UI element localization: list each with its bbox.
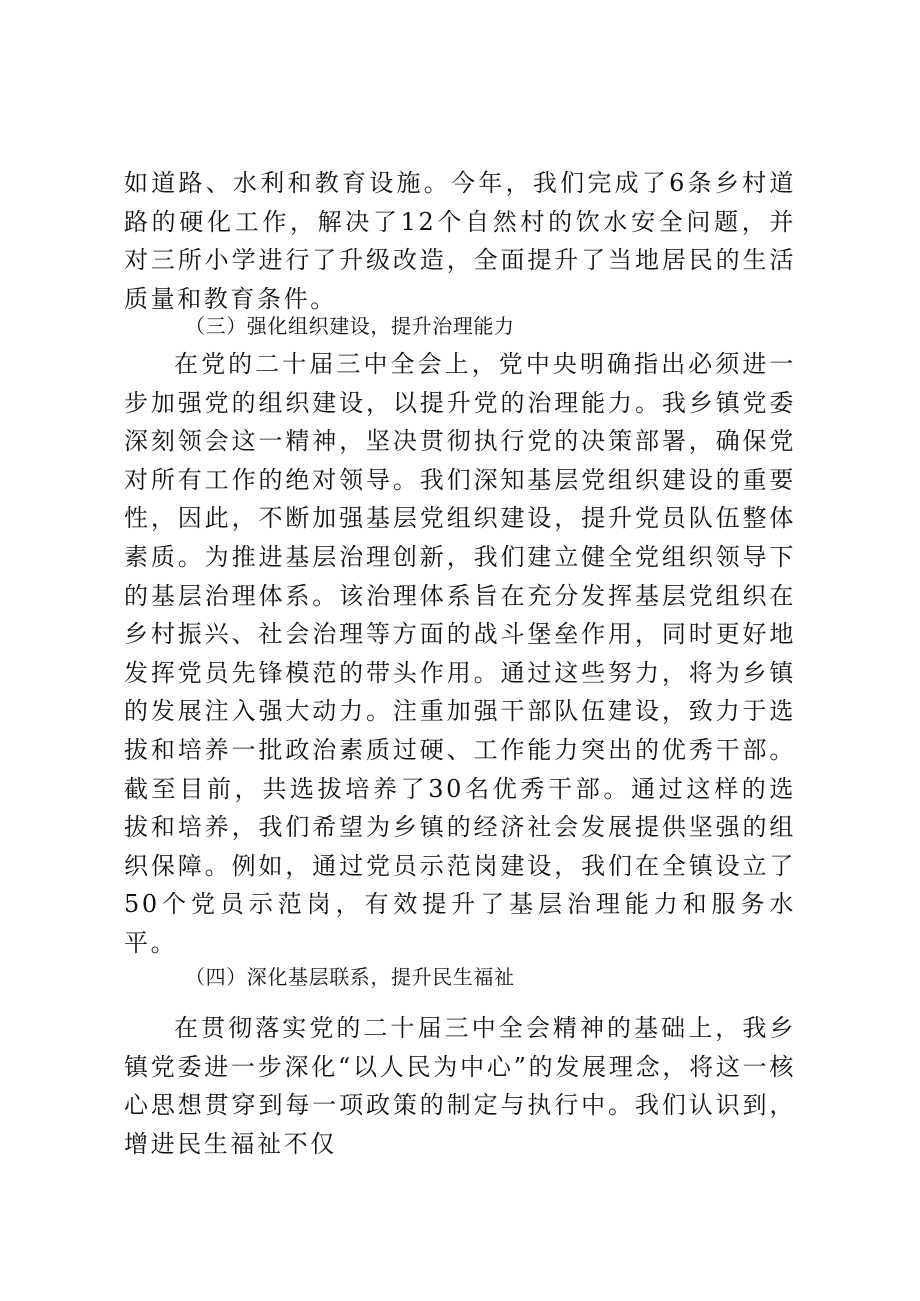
paragraph-section-4: 在贯彻落实党的二十届三中全会精神的基础上，我乡镇党委进一步深化“以人民为中心”的发展理念，将这一核心思想贯穿到每一项政策的制定与执行中。我们认识到，增进民生福祉不仅 [124, 1014, 796, 1158]
paragraph-continued: 如道路、水利和教育设施。今年，我们完成了6条乡村道路的硬化工作，解决了12个自然村的饮水安全问题，并对三所小学进行了升级改造，全面提升了当地居民的生活质量和教育条件。 [124, 169, 796, 313]
section-heading-4: （四）深化基层联系，提升民生福祉 [185, 965, 515, 989]
paragraph-section-3: 在党的二十届三中全会上，党中央明确指出必须进一步加强党的组织建设，以提升党的治理能力。我乡镇党委深刻领会这一精神，坚决贯彻执行党的决策部署，确保党对所有工作的绝对领导。我们深知基层党组织建设的重要性，因此，不断加强基层党组织建设，提升党员队伍整体素质。为推进基层治理创新，我们建立健全党组织领导下的基层治理体系。该治理体系旨在充分发挥基层党组织在乡村振兴、社会治理等方面的战斗堡垒作用，同时更好地发挥党员先锋模范的带头作用。通过这些努力，将为乡镇的发展注入强大动力。注重加强干部队伍建设，致力于选拔和培养一批政治素质过硬、工作能力突出的优秀干部。截至目前，共选拔培养了30名优秀干部。通过这样的选拔和培养，我们希望为乡镇的经济社会发展提供坚强的组织保障。例如，通过党员示范岗建设，我们在全镇设立了50个党员示范岗，有效提升了基层治理能力和服务水平。 [124, 350, 796, 957]
section-heading-3: （三）强化组织建设，提升治理能力 [185, 314, 515, 338]
